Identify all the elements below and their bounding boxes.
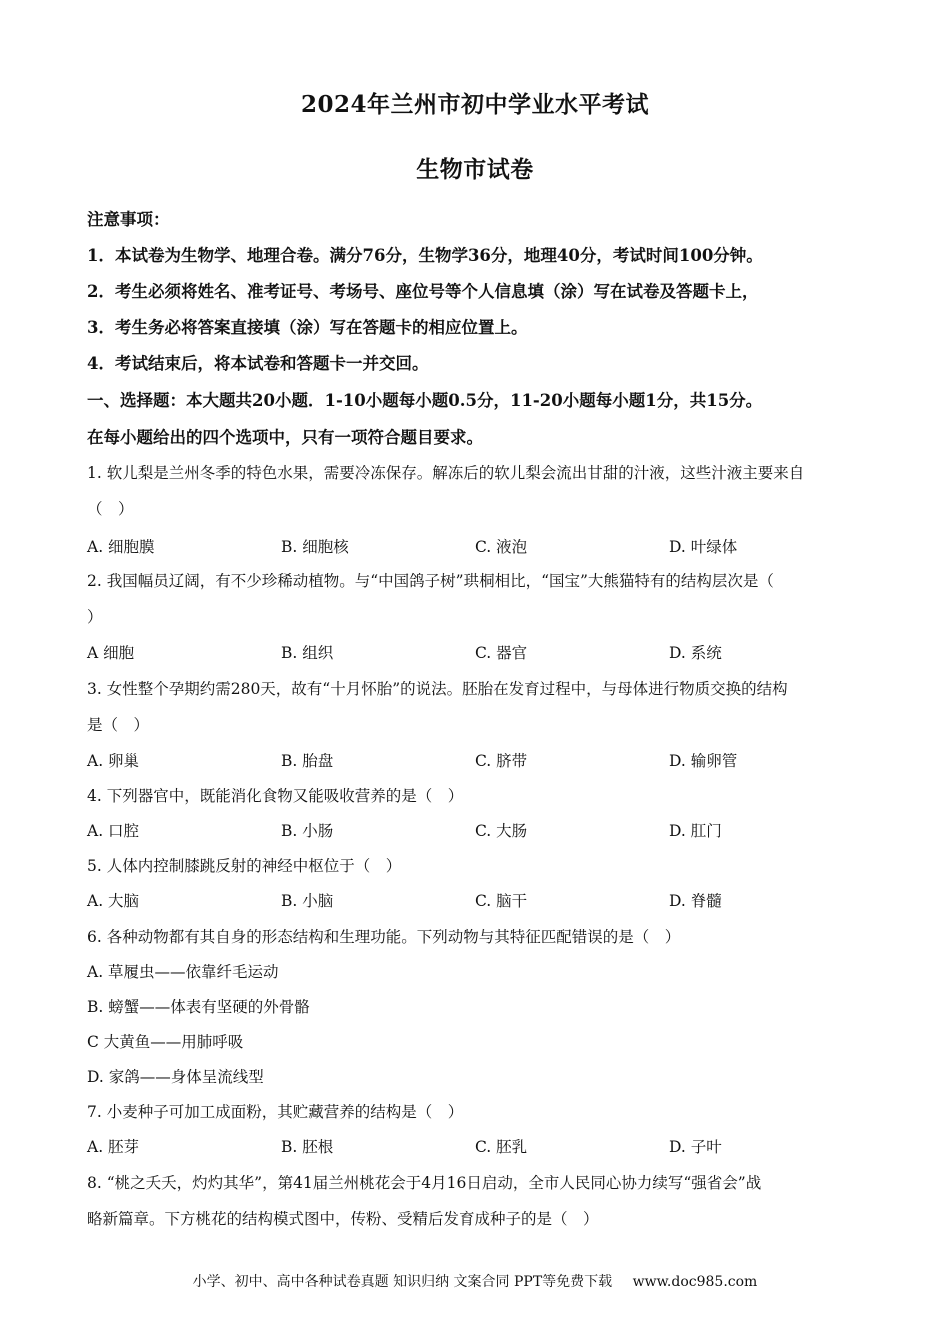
notice-item: 3．考生务必将答案直接填（涂）写在答题卡的相应位置上。 <box>87 318 528 337</box>
option-b: B. 小肠 <box>281 822 334 840</box>
question-text: （ ） <box>87 500 134 518</box>
option-a: A. 胚芽 <box>87 1138 140 1156</box>
question-text: 4. 下列器官中，既能消化食物又能吸收营养的是（ ） <box>87 787 464 805</box>
option-a: A. 草履虫——依靠纤毛运动 <box>87 963 279 981</box>
option-c: C. 脐带 <box>475 752 528 770</box>
option-b: B. 胚根 <box>281 1138 334 1156</box>
question-text: 7. 小麦种子可加工成面粉，其贮藏营养的结构是（ ） <box>87 1103 464 1121</box>
footer-text: 小学、初中、高中各种试卷真题 知识归纳 文案合同 PPT等免费下载 <box>192 1274 613 1290</box>
option-d: D. 脊髓 <box>669 892 722 910</box>
notice-heading: 注意事项： <box>87 210 170 229</box>
option-c: C. 胚乳 <box>475 1138 528 1156</box>
option-b: B. 胎盘 <box>281 752 334 770</box>
option-c: C. 脑干 <box>475 892 528 910</box>
notice-item: 4．考试结束后，将本试卷和答题卡一并交回。 <box>87 354 429 373</box>
question-text: 2. 我国幅员辽阔，有不少珍稀动植物。与“中国鸽子树”珙桐相比，“国宝”大熊猫特有的结构层次是（ <box>87 572 774 590</box>
option-d: D. 叶绿体 <box>669 538 738 556</box>
footer-link[interactable]: www.doc985.com <box>632 1274 758 1290</box>
question-text: 6. 各种动物都有其自身的形态结构和生理功能。下列动物与其特征匹配错误的是（ ） <box>87 928 681 946</box>
option-a: A. 卵巢 <box>87 752 140 770</box>
question-text: 略新篇章。下方桃花的结构模式图中，传粉、受精后发育成种子的是（ ） <box>87 1210 599 1228</box>
option-a: A. 口腔 <box>87 822 140 840</box>
option-c: C. 器官 <box>475 644 528 662</box>
question-text: 1. 软儿梨是兰州冬季的特色水果，需要冷冻保存。解冻后的软儿梨会流出甘甜的汁液，这些汁液主要来自 <box>87 464 805 482</box>
option-d: D. 系统 <box>669 644 722 662</box>
question-text: 3. 女性整个孕期约需280天，故有“十月怀胎”的说法。胚胎在发育过程中，与母体进行物质交换的结构 <box>87 680 788 698</box>
option-d: D. 输卵管 <box>669 752 738 770</box>
option-a: A. 细胞膜 <box>87 538 155 556</box>
option-d: D. 肛门 <box>669 822 722 840</box>
question-text: 8. “桃之夭夭，灼灼其华”，第41届兰州桃花会于4月16日启动，全市人民同心协力续写“强省会”战 <box>87 1174 762 1192</box>
option-b: B. 小脑 <box>281 892 334 910</box>
option-b: B. 螃蟹——体表有坚硬的外骨骼 <box>87 998 310 1016</box>
notice-item: 1．本试卷为生物学、地理合卷。满分76分，生物学36分，地理40分，考试时间100分钟。 <box>87 246 763 265</box>
option-c: C. 大肠 <box>475 822 528 840</box>
option-c: C 大黄鱼——用肺呼吸 <box>87 1033 244 1051</box>
exam-title: 2024年兰州市初中学业水平考试 <box>300 91 649 118</box>
option-d: D. 家鸽——身体呈流线型 <box>87 1068 264 1086</box>
section-instruction: 一、选择题：本大题共20小题．1-10小题每小题0.5分，11-20小题每小题1分，共15分。 <box>87 391 763 410</box>
question-text: 5. 人体内控制膝跳反射的神经中枢位于（ ） <box>87 857 402 875</box>
option-b: B. 细胞核 <box>281 538 349 556</box>
option-c: C. 液泡 <box>475 538 528 556</box>
notice-item: 2．考生必须将姓名、准考证号、考场号、座位号等个人信息填（涂）写在试卷及答题卡上， <box>87 282 759 301</box>
section-instruction: 在每小题给出的四个选项中，只有一项符合题目要求。 <box>87 428 483 447</box>
exam-subtitle: 生物市试卷 <box>416 156 534 183</box>
question-text: ） <box>87 608 103 626</box>
option-d: D. 子叶 <box>669 1138 722 1156</box>
question-text: 是（ ） <box>87 716 150 734</box>
option-b: B. 组织 <box>281 644 334 662</box>
option-a: A. 大脑 <box>87 892 140 910</box>
page-footer <box>0 1271 950 1291</box>
option-a: A 细胞 <box>87 644 135 662</box>
